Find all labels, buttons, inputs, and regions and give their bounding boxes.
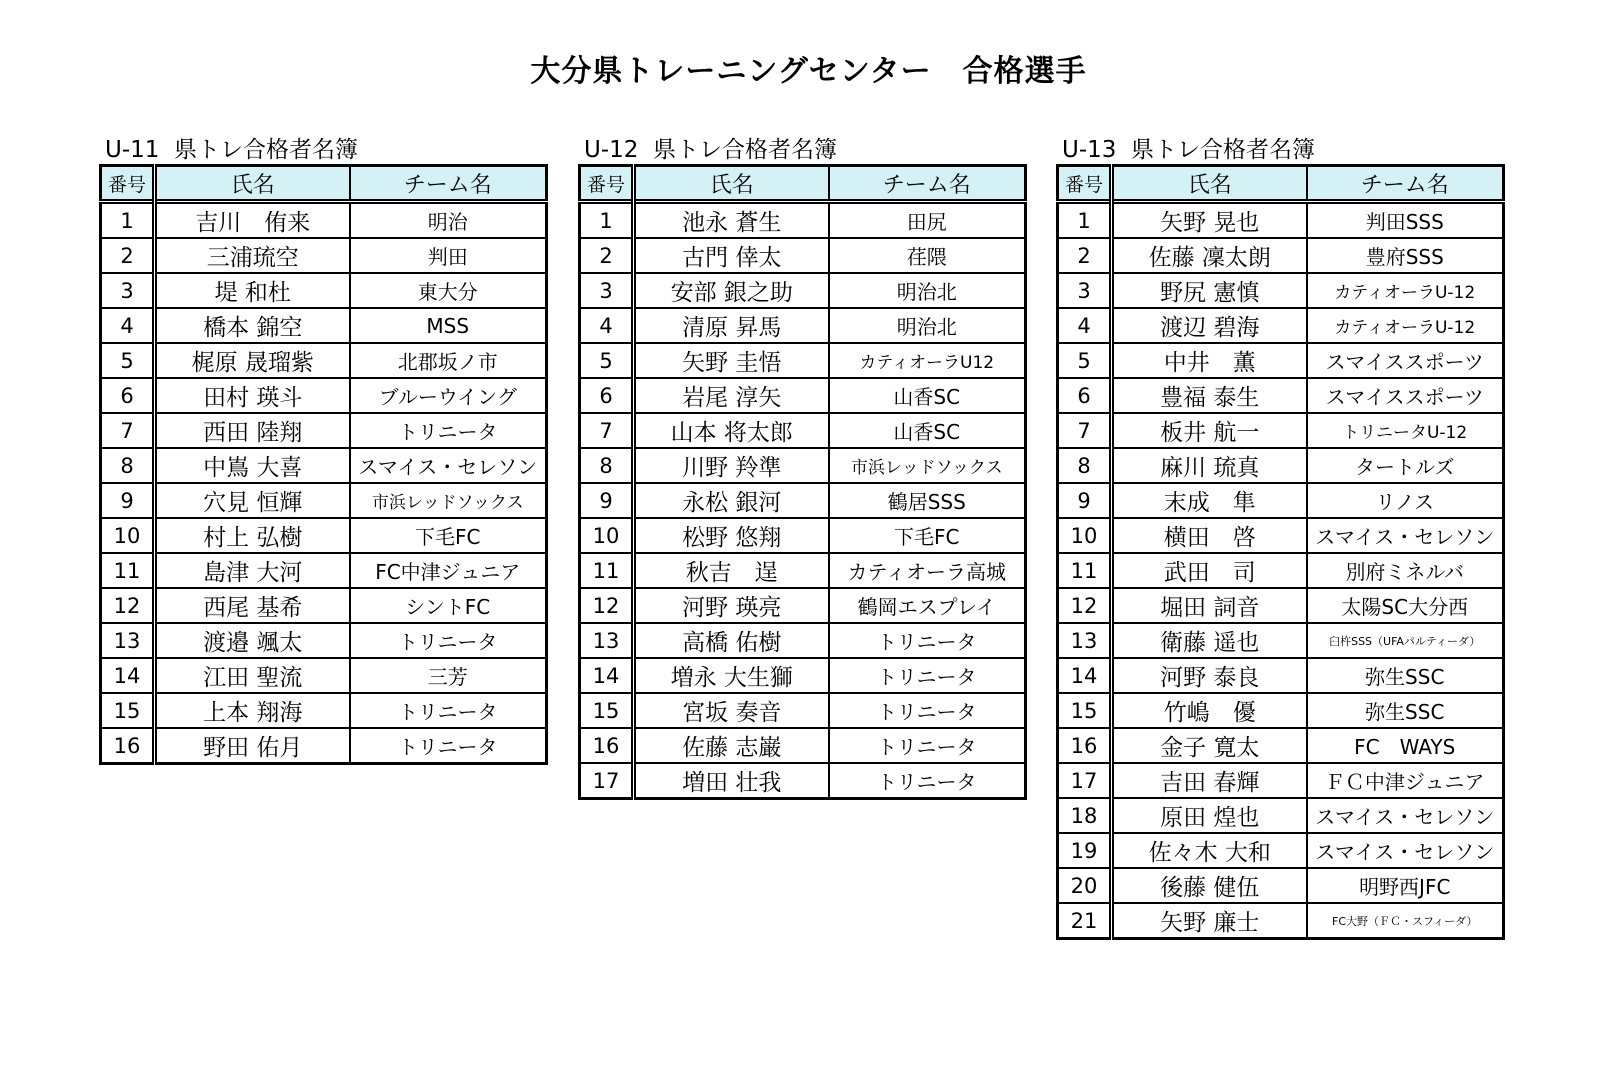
row-number: 2 (1058, 238, 1112, 273)
team-name: 山香SC (829, 413, 1026, 448)
row-number: 8 (101, 448, 155, 483)
row-number: 4 (101, 308, 155, 343)
roster-u11 (99, 136, 545, 765)
table-row (1058, 588, 1504, 623)
table-row (101, 553, 547, 588)
player-name: 安部 銀之助 (634, 273, 829, 308)
player-name: 上本 翔海 (155, 693, 350, 728)
table-row (580, 343, 1026, 378)
row-number: 18 (1058, 798, 1112, 833)
player-name: 高橋 佑樹 (634, 623, 829, 658)
player-name: 三浦琉空 (155, 238, 350, 273)
team-name: スマイス・セレソン (350, 448, 547, 483)
team-name: ブルーウイング (350, 378, 547, 413)
table-row (1058, 798, 1504, 833)
team-name: FC大野（ＦＣ・スフィーダ） (1307, 903, 1504, 939)
table-row (1058, 273, 1504, 308)
team-name: 太陽SC大分西 (1307, 588, 1504, 623)
table-row (101, 588, 547, 623)
header-name: 氏名 (155, 166, 350, 202)
row-number: 7 (101, 413, 155, 448)
table-row (1058, 903, 1504, 939)
player-name: 渡邉 颯太 (155, 623, 350, 658)
header-row (1058, 166, 1504, 202)
table-row (580, 518, 1026, 553)
table-row (580, 553, 1026, 588)
row-number: 7 (580, 413, 634, 448)
player-name: 宮坂 奏音 (634, 693, 829, 728)
team-name: 豊府SSS (1307, 238, 1504, 273)
roster-table (99, 164, 548, 765)
row-number: 12 (580, 588, 634, 623)
row-number: 6 (580, 378, 634, 413)
row-number: 4 (580, 308, 634, 343)
player-name: 川野 羚準 (634, 448, 829, 483)
row-number: 10 (580, 518, 634, 553)
team-name: 弥生SSC (1307, 658, 1504, 693)
header-team: チーム名 (350, 166, 547, 202)
row-number: 5 (580, 343, 634, 378)
player-name: 西田 陸翔 (155, 413, 350, 448)
table-row (580, 693, 1026, 728)
player-name: 野尻 憲慎 (1112, 273, 1307, 308)
header-row (580, 166, 1026, 202)
team-name: トリニータ (350, 413, 547, 448)
team-name: カティオーラU-12 (1307, 273, 1504, 308)
page-title: 大分県トレーニングセンター 合格選手 (530, 54, 1087, 89)
player-name: 渡辺 碧海 (1112, 308, 1307, 343)
team-name: FC WAYS (1307, 728, 1504, 763)
team-name: シントFC (350, 588, 547, 623)
table-row (1058, 483, 1504, 518)
team-name: MSS (350, 308, 547, 343)
row-number: 21 (1058, 903, 1112, 939)
team-name: スマイススポーツ (1307, 343, 1504, 378)
table-row (101, 623, 547, 658)
player-name: 穴見 恒輝 (155, 483, 350, 518)
team-name: 判田SSS (1307, 202, 1504, 239)
table-row (1058, 693, 1504, 728)
table-row (1058, 553, 1504, 588)
row-number: 12 (1058, 588, 1112, 623)
row-number: 3 (101, 273, 155, 308)
row-number: 15 (1058, 693, 1112, 728)
row-number: 3 (580, 273, 634, 308)
team-name: 市浜レッドソックス (829, 448, 1026, 483)
row-number: 6 (1058, 378, 1112, 413)
player-name: 梶原 晟瑠紫 (155, 343, 350, 378)
roster-table (1056, 164, 1505, 940)
table-row (101, 202, 547, 239)
row-number: 4 (1058, 308, 1112, 343)
table-row (1058, 868, 1504, 903)
team-name: 山香SC (829, 378, 1026, 413)
player-name: 矢野 晃也 (1112, 202, 1307, 239)
team-name: 明治北 (829, 273, 1026, 308)
player-name: 増田 壮我 (634, 763, 829, 799)
player-name: 後藤 健伍 (1112, 868, 1307, 903)
player-name: 池永 蒼生 (634, 202, 829, 239)
team-name: 判田 (350, 238, 547, 273)
row-number: 1 (580, 202, 634, 239)
team-name: 三芳 (350, 658, 547, 693)
player-name: 吉川 侑来 (155, 202, 350, 239)
player-name: 松野 悠翔 (634, 518, 829, 553)
team-name: 田尻 (829, 202, 1026, 239)
team-name: トリニータU-12 (1307, 413, 1504, 448)
table-row (1058, 658, 1504, 693)
row-number: 13 (580, 623, 634, 658)
roster-caption: U-12 県トレ合格者名簿 (584, 137, 838, 163)
row-number: 16 (101, 728, 155, 764)
table-row (101, 693, 547, 728)
table-row (580, 202, 1026, 239)
team-name: スマイススポーツ (1307, 378, 1504, 413)
row-number: 2 (580, 238, 634, 273)
player-name: 原田 煌也 (1112, 798, 1307, 833)
team-name: タートルズ (1307, 448, 1504, 483)
team-name: トリニータ (350, 693, 547, 728)
team-name: 荏隈 (829, 238, 1026, 273)
table-row (580, 763, 1026, 799)
row-number: 14 (580, 658, 634, 693)
table-row (1058, 763, 1504, 798)
table-row (580, 728, 1026, 763)
row-number: 20 (1058, 868, 1112, 903)
team-name: 下毛FC (350, 518, 547, 553)
row-number: 17 (1058, 763, 1112, 798)
player-name: 金子 寛太 (1112, 728, 1307, 763)
player-name: 中井 薫 (1112, 343, 1307, 378)
row-number: 9 (101, 483, 155, 518)
row-number: 17 (580, 763, 634, 799)
table-row (101, 483, 547, 518)
team-name: トリニータ (350, 728, 547, 764)
player-name: 江田 聖流 (155, 658, 350, 693)
row-number: 5 (1058, 343, 1112, 378)
player-name: 野田 佑月 (155, 728, 350, 764)
player-name: 矢野 圭悟 (634, 343, 829, 378)
team-name: トリニータ (829, 728, 1026, 763)
player-name: 島津 大河 (155, 553, 350, 588)
team-name: 弥生SSC (1307, 693, 1504, 728)
player-name: 矢野 廉士 (1112, 903, 1307, 939)
player-name: 河野 泰良 (1112, 658, 1307, 693)
team-name: 鶴岡エスプレイ (829, 588, 1026, 623)
header-name: 氏名 (634, 166, 829, 202)
player-name: 麻川 琉真 (1112, 448, 1307, 483)
row-number: 13 (1058, 623, 1112, 658)
table-row (1058, 238, 1504, 273)
table-row (101, 273, 547, 308)
team-name: スマイス・セレソン (1307, 798, 1504, 833)
player-name: 西尾 基希 (155, 588, 350, 623)
row-number: 16 (1058, 728, 1112, 763)
row-number: 8 (1058, 448, 1112, 483)
header-row (101, 166, 547, 202)
table-row (101, 378, 547, 413)
row-number: 11 (580, 553, 634, 588)
player-name: 吉田 春輝 (1112, 763, 1307, 798)
table-row (1058, 448, 1504, 483)
table-row (1058, 202, 1504, 239)
player-name: 板井 航一 (1112, 413, 1307, 448)
player-name: 堀田 詞音 (1112, 588, 1307, 623)
row-number: 5 (101, 343, 155, 378)
header-no: 番号 (101, 166, 155, 202)
table-row (580, 448, 1026, 483)
team-name: 東大分 (350, 273, 547, 308)
row-number: 11 (1058, 553, 1112, 588)
team-name: カティオーラU12 (829, 343, 1026, 378)
player-name: 武田 司 (1112, 553, 1307, 588)
team-name: トリニータ (829, 693, 1026, 728)
player-name: 横田 啓 (1112, 518, 1307, 553)
player-name: 堤 和杜 (155, 273, 350, 308)
roster-u13 (1056, 136, 1502, 940)
table-row (1058, 308, 1504, 343)
table-row (580, 658, 1026, 693)
team-name: 下毛FC (829, 518, 1026, 553)
team-name: ＦＣ中津ジュニア (1307, 763, 1504, 798)
header-team: チーム名 (1307, 166, 1504, 202)
table-row (580, 238, 1026, 273)
team-name: 明治北 (829, 308, 1026, 343)
row-number: 15 (580, 693, 634, 728)
row-number: 10 (1058, 518, 1112, 553)
player-name: 秋吉 逞 (634, 553, 829, 588)
player-name: 村上 弘樹 (155, 518, 350, 553)
player-name: 永松 銀河 (634, 483, 829, 518)
player-name: 岩尾 淳矢 (634, 378, 829, 413)
team-name: スマイス・セレソン (1307, 833, 1504, 868)
row-number: 10 (101, 518, 155, 553)
team-name: 明野西JFC (1307, 868, 1504, 903)
team-name: トリニータ (829, 658, 1026, 693)
table-row (580, 273, 1026, 308)
team-name: 臼杵SSS（UFAパルティーダ） (1307, 623, 1504, 658)
team-name: トリニータ (829, 763, 1026, 799)
player-name: 佐藤 志巌 (634, 728, 829, 763)
team-name: トリニータ (350, 623, 547, 658)
player-name: 佐々木 大和 (1112, 833, 1307, 868)
row-number: 15 (101, 693, 155, 728)
row-number: 8 (580, 448, 634, 483)
table-row (1058, 343, 1504, 378)
player-name: 田村 瑛斗 (155, 378, 350, 413)
roster-u12 (578, 136, 1024, 800)
team-name: 明治 (350, 202, 547, 239)
row-number: 14 (101, 658, 155, 693)
player-name: 衛藤 遥也 (1112, 623, 1307, 658)
team-name: 市浜レッドソックス (350, 483, 547, 518)
roster-caption: U-13 県トレ合格者名簿 (1062, 137, 1316, 163)
table-row (1058, 833, 1504, 868)
header-no: 番号 (1058, 166, 1112, 202)
player-name: 河野 瑛亮 (634, 588, 829, 623)
row-number: 19 (1058, 833, 1112, 868)
roster-caption: U-11 県トレ合格者名簿 (105, 137, 359, 163)
player-name: 豊福 泰生 (1112, 378, 1307, 413)
team-name: トリニータ (829, 623, 1026, 658)
team-name: カティオーラ高城 (829, 553, 1026, 588)
player-name: 竹嶋 優 (1112, 693, 1307, 728)
player-name: 佐藤 凜太朗 (1112, 238, 1307, 273)
table-row (101, 238, 547, 273)
team-name: 北郡坂ノ市 (350, 343, 547, 378)
row-number: 1 (101, 202, 155, 239)
row-number: 14 (1058, 658, 1112, 693)
table-row (101, 343, 547, 378)
player-name: 増永 大生獅 (634, 658, 829, 693)
table-row (101, 308, 547, 343)
table-row (101, 728, 547, 764)
player-name: 山本 将太郎 (634, 413, 829, 448)
row-number: 9 (580, 483, 634, 518)
team-name: FC中津ジュニア (350, 553, 547, 588)
player-name: 橋本 錦空 (155, 308, 350, 343)
team-name: 別府ミネルバ (1307, 553, 1504, 588)
table-row (580, 588, 1026, 623)
player-name: 末成 隼 (1112, 483, 1307, 518)
team-name: スマイス・セレソン (1307, 518, 1504, 553)
team-name: リノス (1307, 483, 1504, 518)
row-number: 7 (1058, 413, 1112, 448)
row-number: 11 (101, 553, 155, 588)
table-row (580, 378, 1026, 413)
player-name: 古門 倖太 (634, 238, 829, 273)
table-row (101, 518, 547, 553)
header-name: 氏名 (1112, 166, 1307, 202)
table-row (580, 623, 1026, 658)
row-number: 3 (1058, 273, 1112, 308)
roster-table (578, 164, 1027, 800)
row-number: 2 (101, 238, 155, 273)
table-row (1058, 378, 1504, 413)
table-row (580, 413, 1026, 448)
table-row (101, 413, 547, 448)
header-no: 番号 (580, 166, 634, 202)
table-row (101, 448, 547, 483)
player-name: 清原 昇馬 (634, 308, 829, 343)
row-number: 6 (101, 378, 155, 413)
table-row (1058, 623, 1504, 658)
row-number: 9 (1058, 483, 1112, 518)
table-row (1058, 728, 1504, 763)
table-row (1058, 413, 1504, 448)
row-number: 12 (101, 588, 155, 623)
table-row (1058, 518, 1504, 553)
row-number: 1 (1058, 202, 1112, 239)
table-row (580, 483, 1026, 518)
header-team: チーム名 (829, 166, 1026, 202)
team-name: カティオーラU-12 (1307, 308, 1504, 343)
table-row (101, 658, 547, 693)
row-number: 16 (580, 728, 634, 763)
player-name: 中嶌 大喜 (155, 448, 350, 483)
row-number: 13 (101, 623, 155, 658)
table-row (580, 308, 1026, 343)
team-name: 鶴居SSS (829, 483, 1026, 518)
